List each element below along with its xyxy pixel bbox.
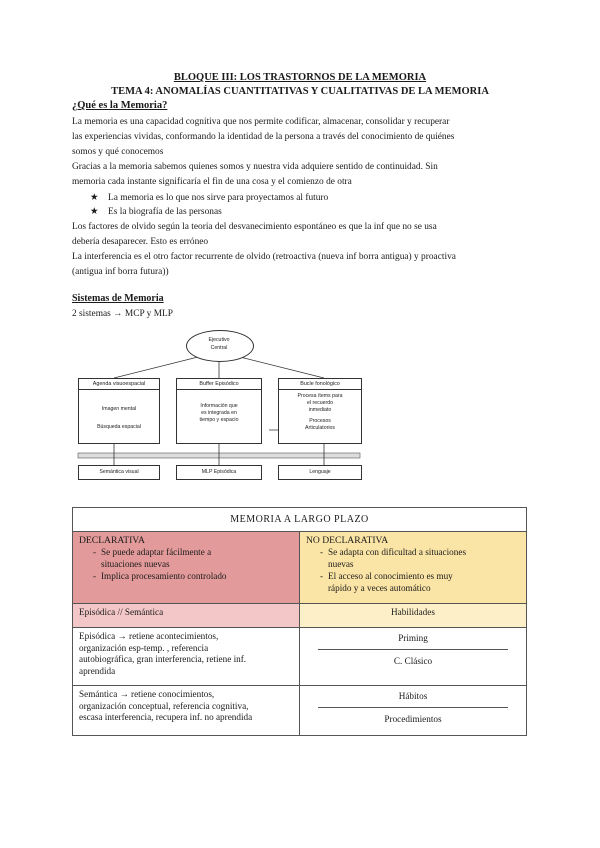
definition-line-2: las experiencias vividas, conformando la identidad de la persona a través del conocimiento de quiénes bbox=[72, 132, 455, 142]
systems-intro: 2 sistemas → MCP y MLP bbox=[72, 309, 173, 319]
box-text: Lenguaje bbox=[309, 469, 331, 475]
central-executive-label-top: Ejecutivo bbox=[208, 337, 230, 343]
box-text: el recuerdo bbox=[307, 400, 333, 406]
working-memory-diagram bbox=[74, 330, 364, 490]
habits-label: Hábitos bbox=[398, 691, 428, 701]
question-heading: ¿Qué es la Memoria? bbox=[72, 100, 168, 111]
star-bullet-icon: ★ bbox=[90, 193, 99, 203]
table-header: MEMORIA A LARGO PLAZO bbox=[73, 508, 527, 532]
section-heading: Sistemas de Memoria bbox=[72, 293, 164, 304]
box-text: Búsqueda espacial bbox=[97, 424, 141, 430]
box-text: Información que bbox=[200, 403, 238, 409]
box-text: tiempo y espacio bbox=[199, 417, 239, 423]
definition-line-4: Gracias a la memoria sabemos quienes somos y nuestra vida adquiere sentido de continuidad. Sin bbox=[72, 162, 438, 172]
box-text: Procesos bbox=[309, 418, 331, 424]
non-declarative-title: NO DECLARATIVA bbox=[306, 535, 389, 546]
bullet-item: ★ La memoria es lo que nos sirve para proyectamos al futuro bbox=[90, 191, 328, 206]
procedures-label: Procedimientos bbox=[384, 714, 442, 724]
forgetting-line-3: La interferencia es el otro factor recurrente de olvido (retroactiva (nueva inf borra antigua) y proactiva bbox=[72, 252, 456, 262]
list-item: - Se puede adaptar fácilmente a situaciones nuevas bbox=[79, 547, 293, 570]
declarative-title: DECLARATIVA bbox=[79, 535, 145, 546]
forgetting-line-2: debería desaparecer. Esto es erróneo bbox=[72, 237, 209, 247]
box-text: Procesa ítems para bbox=[297, 393, 343, 399]
definition-line-1: La memoria es una capacidad cognitiva que nos permite codificar, almacenar, consolidar y recuperar bbox=[72, 117, 450, 127]
list-item: - El acceso al conocimiento es muy rápido y a veces automático bbox=[306, 571, 520, 594]
non-declarative-cell bbox=[300, 532, 527, 604]
declarative-cell bbox=[73, 532, 300, 604]
definition-line-3: somos y qué conocemos bbox=[72, 147, 164, 157]
list-item: - Implica procesamiento controlado bbox=[79, 571, 293, 583]
box-text: inmediato bbox=[308, 407, 332, 413]
box-text: Imagen mental bbox=[101, 406, 137, 412]
episodic-semantic-cell: Episódica // Semántica bbox=[73, 604, 300, 628]
forgetting-line-1: Los factores de olvido según la teoría del desvanecimiento espontáneo es que la inf que no se usa bbox=[72, 222, 437, 232]
box-text: Articulatorios bbox=[305, 425, 335, 431]
priming-label: Priming bbox=[398, 633, 428, 643]
priming-conditioning-cell bbox=[300, 628, 527, 686]
topic-title: TEMA 4: ANOMALÍAS CUANTITATIVAS Y CUALITATIVAS DE LA MEMORIA bbox=[111, 86, 489, 97]
definition-line-5: memoria cada instante significaría el fin de una cosa y el comienzo de otra bbox=[72, 177, 352, 187]
box-text: es integrada en bbox=[201, 410, 237, 416]
star-bullet-icon: ★ bbox=[90, 207, 99, 217]
block-title: BLOQUE III: LOS TRASTORNOS DE LA MEMORIA bbox=[173, 72, 427, 83]
box-title: Bucle fonológico bbox=[279, 379, 361, 390]
divider bbox=[318, 707, 508, 708]
bullet-item: ★ Es la biografía de las personas bbox=[90, 205, 222, 220]
box-text: Semántica visual bbox=[99, 469, 139, 475]
habits-procedures-cell bbox=[300, 686, 527, 736]
box-text: MLP Episódica bbox=[201, 469, 237, 475]
skills-cell: Habilidades bbox=[300, 604, 527, 628]
central-executive-label-bottom: Central bbox=[210, 345, 228, 351]
episodic-description-cell: Episódica → retiene acontecimientos, organización esp-temp. , referencia autobiográfica, gran interferencia, retiene inf. aprendida bbox=[73, 628, 300, 686]
list-item: - Se adapta con dificultad a situaciones nuevas bbox=[306, 547, 520, 570]
box-title: Buffer Episódico bbox=[177, 379, 261, 390]
classical-conditioning-label: C. Clásico bbox=[393, 656, 433, 666]
box-title: Agenda visuoespacial bbox=[79, 379, 159, 390]
semantic-description-cell: Semántica → retiene conocimientos, organización conceptual, referencia cognitiva, escasa interferencia, recupera inf. no aprendida bbox=[73, 686, 300, 736]
long-term-memory-table bbox=[72, 507, 527, 736]
divider bbox=[318, 649, 508, 650]
forgetting-line-4: (antigua inf borra futura)) bbox=[72, 267, 169, 277]
